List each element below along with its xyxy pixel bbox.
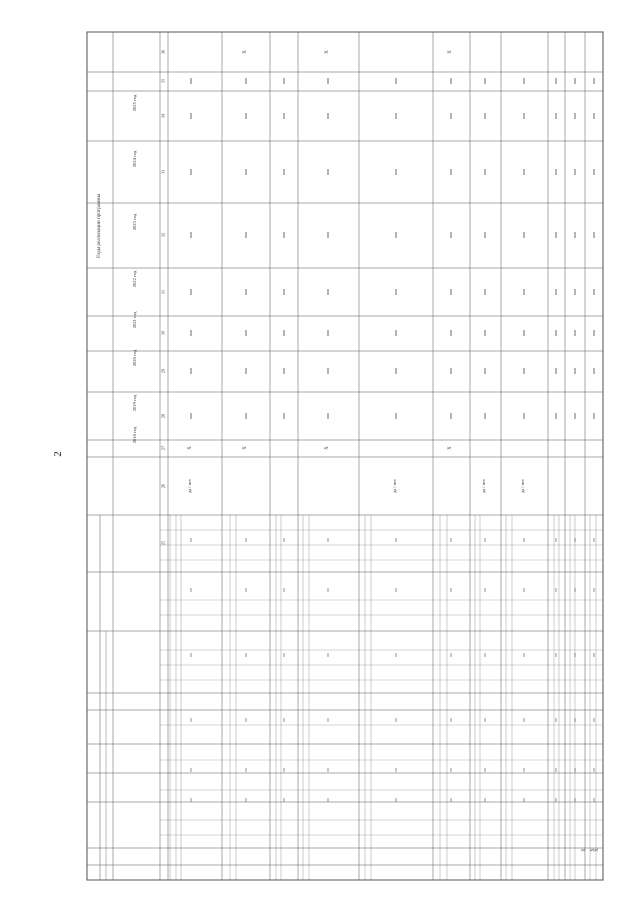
row-unit: да / нет [481,479,486,493]
illegible-value-mark [190,169,192,175]
illegible-value-mark [484,78,486,84]
illegible-value-mark [190,289,192,295]
illegible-value-mark [484,330,486,336]
illegible-value-mark [574,232,576,238]
illegible-value-mark [283,330,285,336]
illegible-value-mark [574,289,576,295]
illegible-value-mark [450,232,452,238]
illegible-value-mark [450,78,452,84]
column-number-y2021: 31 [160,289,166,295]
illegible-value-mark [593,368,595,374]
illegible-value-mark [574,653,576,657]
illegible-value-mark [484,718,486,722]
illegible-value-mark [450,413,452,419]
illegible-value-mark [245,113,247,119]
column-number-y2022: 32 [160,232,166,238]
illegible-value-mark [327,588,329,592]
page-number: 2 [51,451,64,457]
column-number-y2025: 35 [160,78,166,84]
illegible-value-mark [450,588,452,592]
results-group-header: Годы реализации программы [96,193,102,259]
illegible-value-mark [395,538,397,542]
illegible-value-mark [593,232,595,238]
illegible-value-mark [190,413,192,419]
illegible-value-mark [555,78,557,84]
illegible-value-mark [395,330,397,336]
illegible-value-mark [395,78,397,84]
illegible-value-mark [450,169,452,175]
illegible-value-mark [395,289,397,295]
year-header-5: 2023 год [132,213,137,231]
illegible-value-mark [574,368,576,374]
illegible-value-mark [574,413,576,419]
illegible-value-mark [523,330,525,336]
row-mark: X [595,848,600,852]
illegible-value-mark [523,718,525,722]
illegible-value-mark [523,113,525,119]
illegible-value-mark [283,413,285,419]
illegible-value-mark [327,78,329,84]
illegible-value-mark [327,768,329,772]
illegible-value-mark [523,768,525,772]
illegible-value-mark [555,768,557,772]
illegible-value-mark [450,113,452,119]
illegible-value-mark [450,718,452,722]
illegible-value-mark [523,169,525,175]
illegible-value-mark [245,798,247,802]
illegible-value-mark [484,768,486,772]
year-header-2: 2020 год [132,349,137,367]
illegible-value-mark [245,538,247,542]
illegible-value-mark [593,798,595,802]
illegible-value-mark [593,653,595,657]
illegible-value-mark [395,588,397,592]
illegible-value-mark [593,289,595,295]
illegible-value-mark [395,232,397,238]
column-number-name: 25 [160,540,166,546]
illegible-value-mark [593,113,595,119]
illegible-value-mark [523,653,525,657]
illegible-value-mark [327,169,329,175]
illegible-value-mark [555,330,557,336]
row-last: X [243,50,248,54]
illegible-value-mark [283,169,285,175]
row-base: X [325,446,330,450]
year-header-7: 2025 год [132,94,137,112]
illegible-value-mark [395,368,397,374]
illegible-value-mark [395,653,397,657]
illegible-value-mark [283,768,285,772]
illegible-value-mark [327,113,329,119]
illegible-value-mark [327,538,329,542]
illegible-value-mark [523,538,525,542]
illegible-value-mark [484,653,486,657]
illegible-value-mark [484,588,486,592]
column-number-y2024: 34 [160,113,166,119]
illegible-value-mark [245,368,247,374]
illegible-value-mark [593,718,595,722]
illegible-value-mark [327,368,329,374]
illegible-value-mark [555,798,557,802]
illegible-value-mark [283,289,285,295]
illegible-value-mark [245,78,247,84]
illegible-value-mark [555,169,557,175]
illegible-value-mark [283,538,285,542]
illegible-value-mark [574,78,576,84]
illegible-value-mark [283,653,285,657]
illegible-value-mark [574,169,576,175]
illegible-value-mark [190,768,192,772]
illegible-value-mark [190,330,192,336]
illegible-value-mark [190,232,192,238]
illegible-value-mark [555,588,557,592]
illegible-value-mark [245,330,247,336]
illegible-value-mark [450,368,452,374]
illegible-value-mark [593,538,595,542]
column-number-base: 27 [160,445,166,451]
row-base: X [448,446,453,450]
column-number-y2020: 30 [160,330,166,336]
illegible-value-mark [450,289,452,295]
illegible-value-mark [245,588,247,592]
illegible-value-mark [555,289,557,295]
illegible-value-mark [523,78,525,84]
illegible-value-mark [190,538,192,542]
row-unit: да / нет [187,479,192,493]
illegible-value-mark [327,718,329,722]
illegible-value-mark [574,538,576,542]
illegible-value-mark [593,413,595,419]
illegible-value-mark [283,798,285,802]
illegible-value-mark [484,538,486,542]
year-header-4: 2022 год [132,270,137,288]
illegible-value-mark [555,538,557,542]
row-last: X [325,50,330,54]
illegible-value-mark [245,768,247,772]
row-mark: X [582,848,587,852]
illegible-value-mark [395,113,397,119]
illegible-value-mark [245,232,247,238]
row-unit: да / нет [520,479,525,493]
illegible-value-mark [395,718,397,722]
illegible-value-mark [283,718,285,722]
illegible-value-mark [395,768,397,772]
illegible-value-mark [190,113,192,119]
illegible-value-mark [484,232,486,238]
year-header-6: 2024 год [132,150,137,168]
illegible-value-mark [245,289,247,295]
illegible-value-mark [484,798,486,802]
illegible-value-mark [555,718,557,722]
illegible-value-mark [574,798,576,802]
illegible-value-mark [555,368,557,374]
illegible-value-mark [395,413,397,419]
illegible-value-mark [283,368,285,374]
illegible-value-mark [523,413,525,419]
illegible-value-mark [190,368,192,374]
illegible-value-mark [245,169,247,175]
illegible-value-mark [245,413,247,419]
illegible-value-mark [593,768,595,772]
illegible-value-mark [450,768,452,772]
illegible-value-mark [523,368,525,374]
illegible-value-mark [484,413,486,419]
column-number-y2023: 33 [160,169,166,175]
illegible-value-mark [555,413,557,419]
illegible-value-mark [245,653,247,657]
column-number-unit: 26 [160,483,166,489]
illegible-value-mark [574,768,576,772]
illegible-value-mark [245,718,247,722]
illegible-value-mark [190,588,192,592]
illegible-value-mark [484,113,486,119]
row-unit: да / нет [392,479,397,493]
illegible-value-mark [574,113,576,119]
illegible-value-mark [450,330,452,336]
illegible-value-mark [555,653,557,657]
illegible-value-mark [327,413,329,419]
illegible-value-mark [484,289,486,295]
illegible-value-mark [450,653,452,657]
column-number-y2019: 29 [160,368,166,374]
illegible-value-mark [327,330,329,336]
illegible-value-mark [190,653,192,657]
illegible-value-mark [574,588,576,592]
illegible-value-mark [450,798,452,802]
illegible-value-mark [555,113,557,119]
row-base: X [243,446,248,450]
illegible-value-mark [523,232,525,238]
illegible-value-mark [283,588,285,592]
illegible-value-mark [484,368,486,374]
illegible-value-mark [395,169,397,175]
illegible-value-mark [283,232,285,238]
column-number-last: 36 [160,49,166,55]
illegible-value-mark [327,798,329,802]
illegible-value-mark [523,588,525,592]
year-header-0: 2018 год [132,426,137,444]
illegible-value-mark [555,232,557,238]
illegible-value-mark [450,538,452,542]
column-number-y2018: 28 [160,413,166,419]
table-grid [87,32,603,880]
row-mark: X [591,848,596,852]
illegible-value-mark [283,113,285,119]
year-header-1: 2019 год [132,394,137,412]
illegible-value-mark [593,330,595,336]
illegible-value-mark [190,718,192,722]
row-base: X [188,446,193,450]
illegible-value-mark [484,169,486,175]
illegible-value-mark [593,169,595,175]
illegible-value-mark [190,798,192,802]
illegible-value-mark [190,78,192,84]
illegible-value-mark [574,330,576,336]
illegible-value-mark [283,78,285,84]
illegible-value-mark [327,653,329,657]
illegible-value-mark [523,289,525,295]
illegible-value-mark [523,798,525,802]
illegible-value-mark [593,588,595,592]
illegible-value-mark [327,232,329,238]
illegible-value-mark [395,798,397,802]
table-frame [87,32,603,880]
illegible-value-mark [593,78,595,84]
illegible-value-mark [574,718,576,722]
year-header-3: 2021 год [132,311,137,329]
illegible-value-mark [327,289,329,295]
row-last: X [448,50,453,54]
